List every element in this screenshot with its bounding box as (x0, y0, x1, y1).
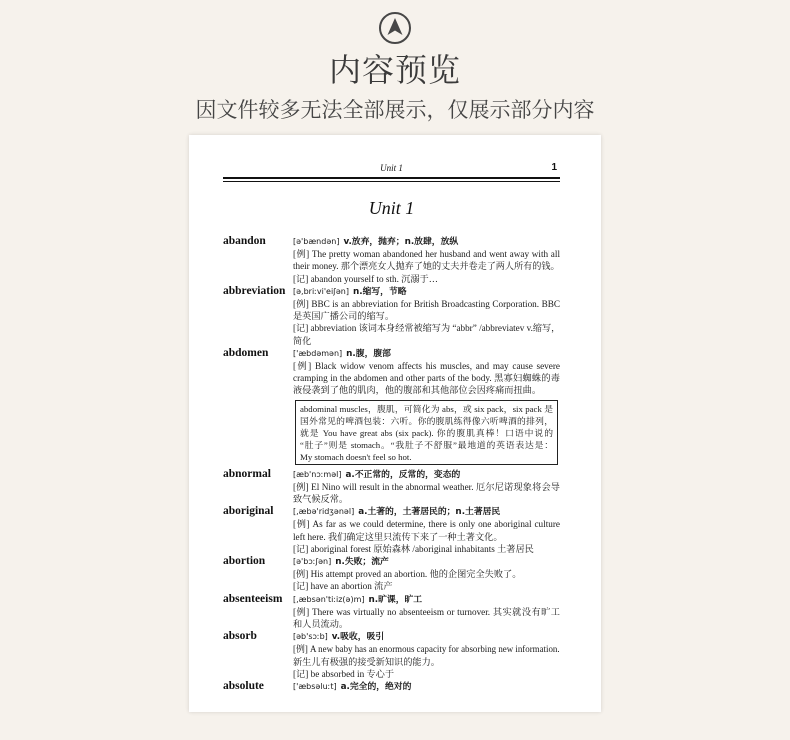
entry-body (293, 680, 560, 693)
up-arrow-circle-icon (377, 10, 413, 46)
example-line: cramping in the abdomen and other parts of the body. 黑寡妇蜘蛛的毒 (293, 373, 560, 384)
headword: abnormal (223, 467, 271, 480)
definition: n.腹，腹部 (346, 348, 391, 359)
dictionary-entry (223, 347, 560, 468)
pronunciation: [,æbə'ridʒənəl] (293, 507, 355, 517)
dictionary-entry (223, 468, 560, 506)
example-line: 液侵袭到了他的肌肉，他的腹部和其他部位会因疼痛而扭曲。 (293, 385, 542, 396)
definition: v.放弃，抛弃；n.放肆，放纵 (343, 237, 459, 247)
memo-line: [记] aboriginal forest 原始森林 /aboriginal inhabitants 土著居民 (293, 543, 534, 554)
definition: a.不正常的，反常的，变态的 (345, 469, 461, 480)
entry-body (293, 505, 560, 555)
headword: abandon (223, 235, 266, 247)
usage-note-line: My stomach doesn't feel so hot. (300, 451, 412, 462)
banner-subtitle: 因文件较多无法全部展示，仅展示部分内容 (195, 98, 595, 122)
usage-note-line: 就是 You have great abs (six pack). 你的腹肌真棒！口语中说的 (300, 427, 553, 438)
definition: a.完全的，绝对的 (340, 682, 412, 693)
pronunciation-line (293, 468, 560, 481)
headword: abortion (223, 555, 266, 568)
example-line: 致气候反常。 (293, 494, 349, 505)
memo-line: [记] abbreviation 该词本身经常被缩写为 “abbr” /abbreviatev v.缩写， (293, 323, 561, 334)
usage-note-box (295, 400, 558, 465)
header-rule-thick (223, 177, 560, 179)
dictionary-entry (223, 235, 560, 285)
entry-body (293, 285, 560, 347)
pronunciation: [ə'bɔːʃən] (293, 557, 332, 567)
memo-line: [记] be absorbed in 专心于 (293, 668, 395, 679)
pronunciation-line (293, 347, 560, 360)
dictionary-entry (223, 555, 560, 593)
unit-title: Unit 1 (368, 198, 415, 218)
entry-body (293, 555, 560, 593)
pronunciation: [ə,briːvi'eiʃən] (293, 286, 349, 296)
example-line: [例] As far as we could determine, there is only one aboriginal culture (293, 519, 560, 530)
example-line: 和人员流动。 (293, 619, 349, 630)
pronunciation-line (293, 555, 560, 568)
headword: aboriginal (223, 505, 274, 518)
memo-line: 简化 (293, 335, 312, 346)
header-rule-thin (223, 181, 560, 182)
entry-body (293, 468, 560, 506)
pronunciation: [,æbsən'tiːiz(ə)m] (293, 594, 365, 604)
dictionary-entry (223, 505, 560, 555)
banner-title: 内容预览 (328, 51, 461, 89)
headword: absolute (223, 680, 264, 693)
dictionary-entry (223, 593, 560, 631)
usage-note-line: 国外常见的啤酒包装：六听。你的腹肌练得像六听啤酒的排列， (300, 415, 553, 426)
example-line: [例] There was virtually no absenteeism or turnover. 其实就没有旷工 (293, 606, 560, 617)
pronunciation-line (293, 235, 560, 248)
headword: abbreviation (223, 284, 286, 297)
example-line: their money. 那个漂亮女人抛弃了她的丈夫并卷走了两人所有的钱。 (293, 261, 560, 272)
example-line: [例] El Nino will result in the abnormal weather. 厄尔尼诺现象将会导 (293, 481, 560, 492)
definition: a.土著的，土著居民的；n.土著居民 (358, 507, 501, 518)
pronunciation: ['æbsəluːt] (293, 682, 337, 692)
running-head-title: Unit 1 (380, 163, 403, 173)
dictionary-entry (223, 630, 560, 680)
definition: n.旷课，旷工 (368, 594, 423, 605)
entry-body (293, 630, 560, 680)
dictionary-entry (223, 285, 560, 347)
pronunciation-line (293, 505, 560, 518)
example-line: [例] The pretty woman abandoned her husband and went away with all (293, 249, 560, 260)
usage-note-line: abdominal muscles，腹肌，可简化为 abs，或 six pack，six pack 是 (300, 403, 553, 414)
preview-sheet (189, 135, 601, 712)
headword: absorb (223, 630, 257, 643)
example-line: left here. 我们确定这里只流传下来了一种土著文化。 (293, 531, 503, 542)
dictionary-entry (223, 680, 560, 693)
entry-body (293, 593, 560, 631)
definition: n.缩写，节略 (352, 286, 407, 297)
entry-body (293, 235, 560, 285)
headword: absenteeism (223, 592, 283, 605)
headword: abdomen (223, 346, 269, 359)
entry-list (223, 235, 560, 693)
pronunciation-line (293, 593, 560, 606)
definition: v.吸收，吸引 (331, 632, 385, 643)
pronunciation: [əb'sɔːb] (293, 632, 328, 642)
running-head (223, 161, 560, 175)
definition: n.失败；流产 (335, 557, 389, 568)
example-line: [例] BBC is an abbreviation for British Broadcasting Corporation. BBC (293, 299, 560, 310)
example-line: [例] His attempt proved an abortion. 他的企图完全失败了。 (293, 569, 522, 580)
example-line: [例] A new baby has an enormous capacity for absorbing new information. (293, 644, 560, 655)
example-line: 新生儿有极强的接受新知识的能力。 (293, 656, 440, 667)
example-line: 是英国广播公司的缩写。 (293, 311, 395, 322)
pronunciation: [æb'nɔːməl] (293, 469, 342, 479)
page-number: 1 (551, 162, 557, 173)
pronunciation-line (293, 285, 560, 298)
pronunciation-line (293, 630, 560, 643)
memo-line: [记] have an abortion 流产 (293, 581, 393, 592)
memo-line: [记] abandon yourself to sth. 沉溺于… (293, 273, 438, 284)
entry-body (293, 347, 560, 468)
pronunciation-line (293, 680, 560, 693)
usage-note-line: “肚子”则是 stomach。“我肚子不舒服”最地道的英语表达是： (300, 439, 553, 450)
pronunciation: ['æbdəmən] (293, 348, 343, 358)
example-line: [例] Black widow venom affects his muscles, and may cause severe (293, 361, 560, 372)
pronunciation: [ə'bændən] (293, 237, 340, 246)
